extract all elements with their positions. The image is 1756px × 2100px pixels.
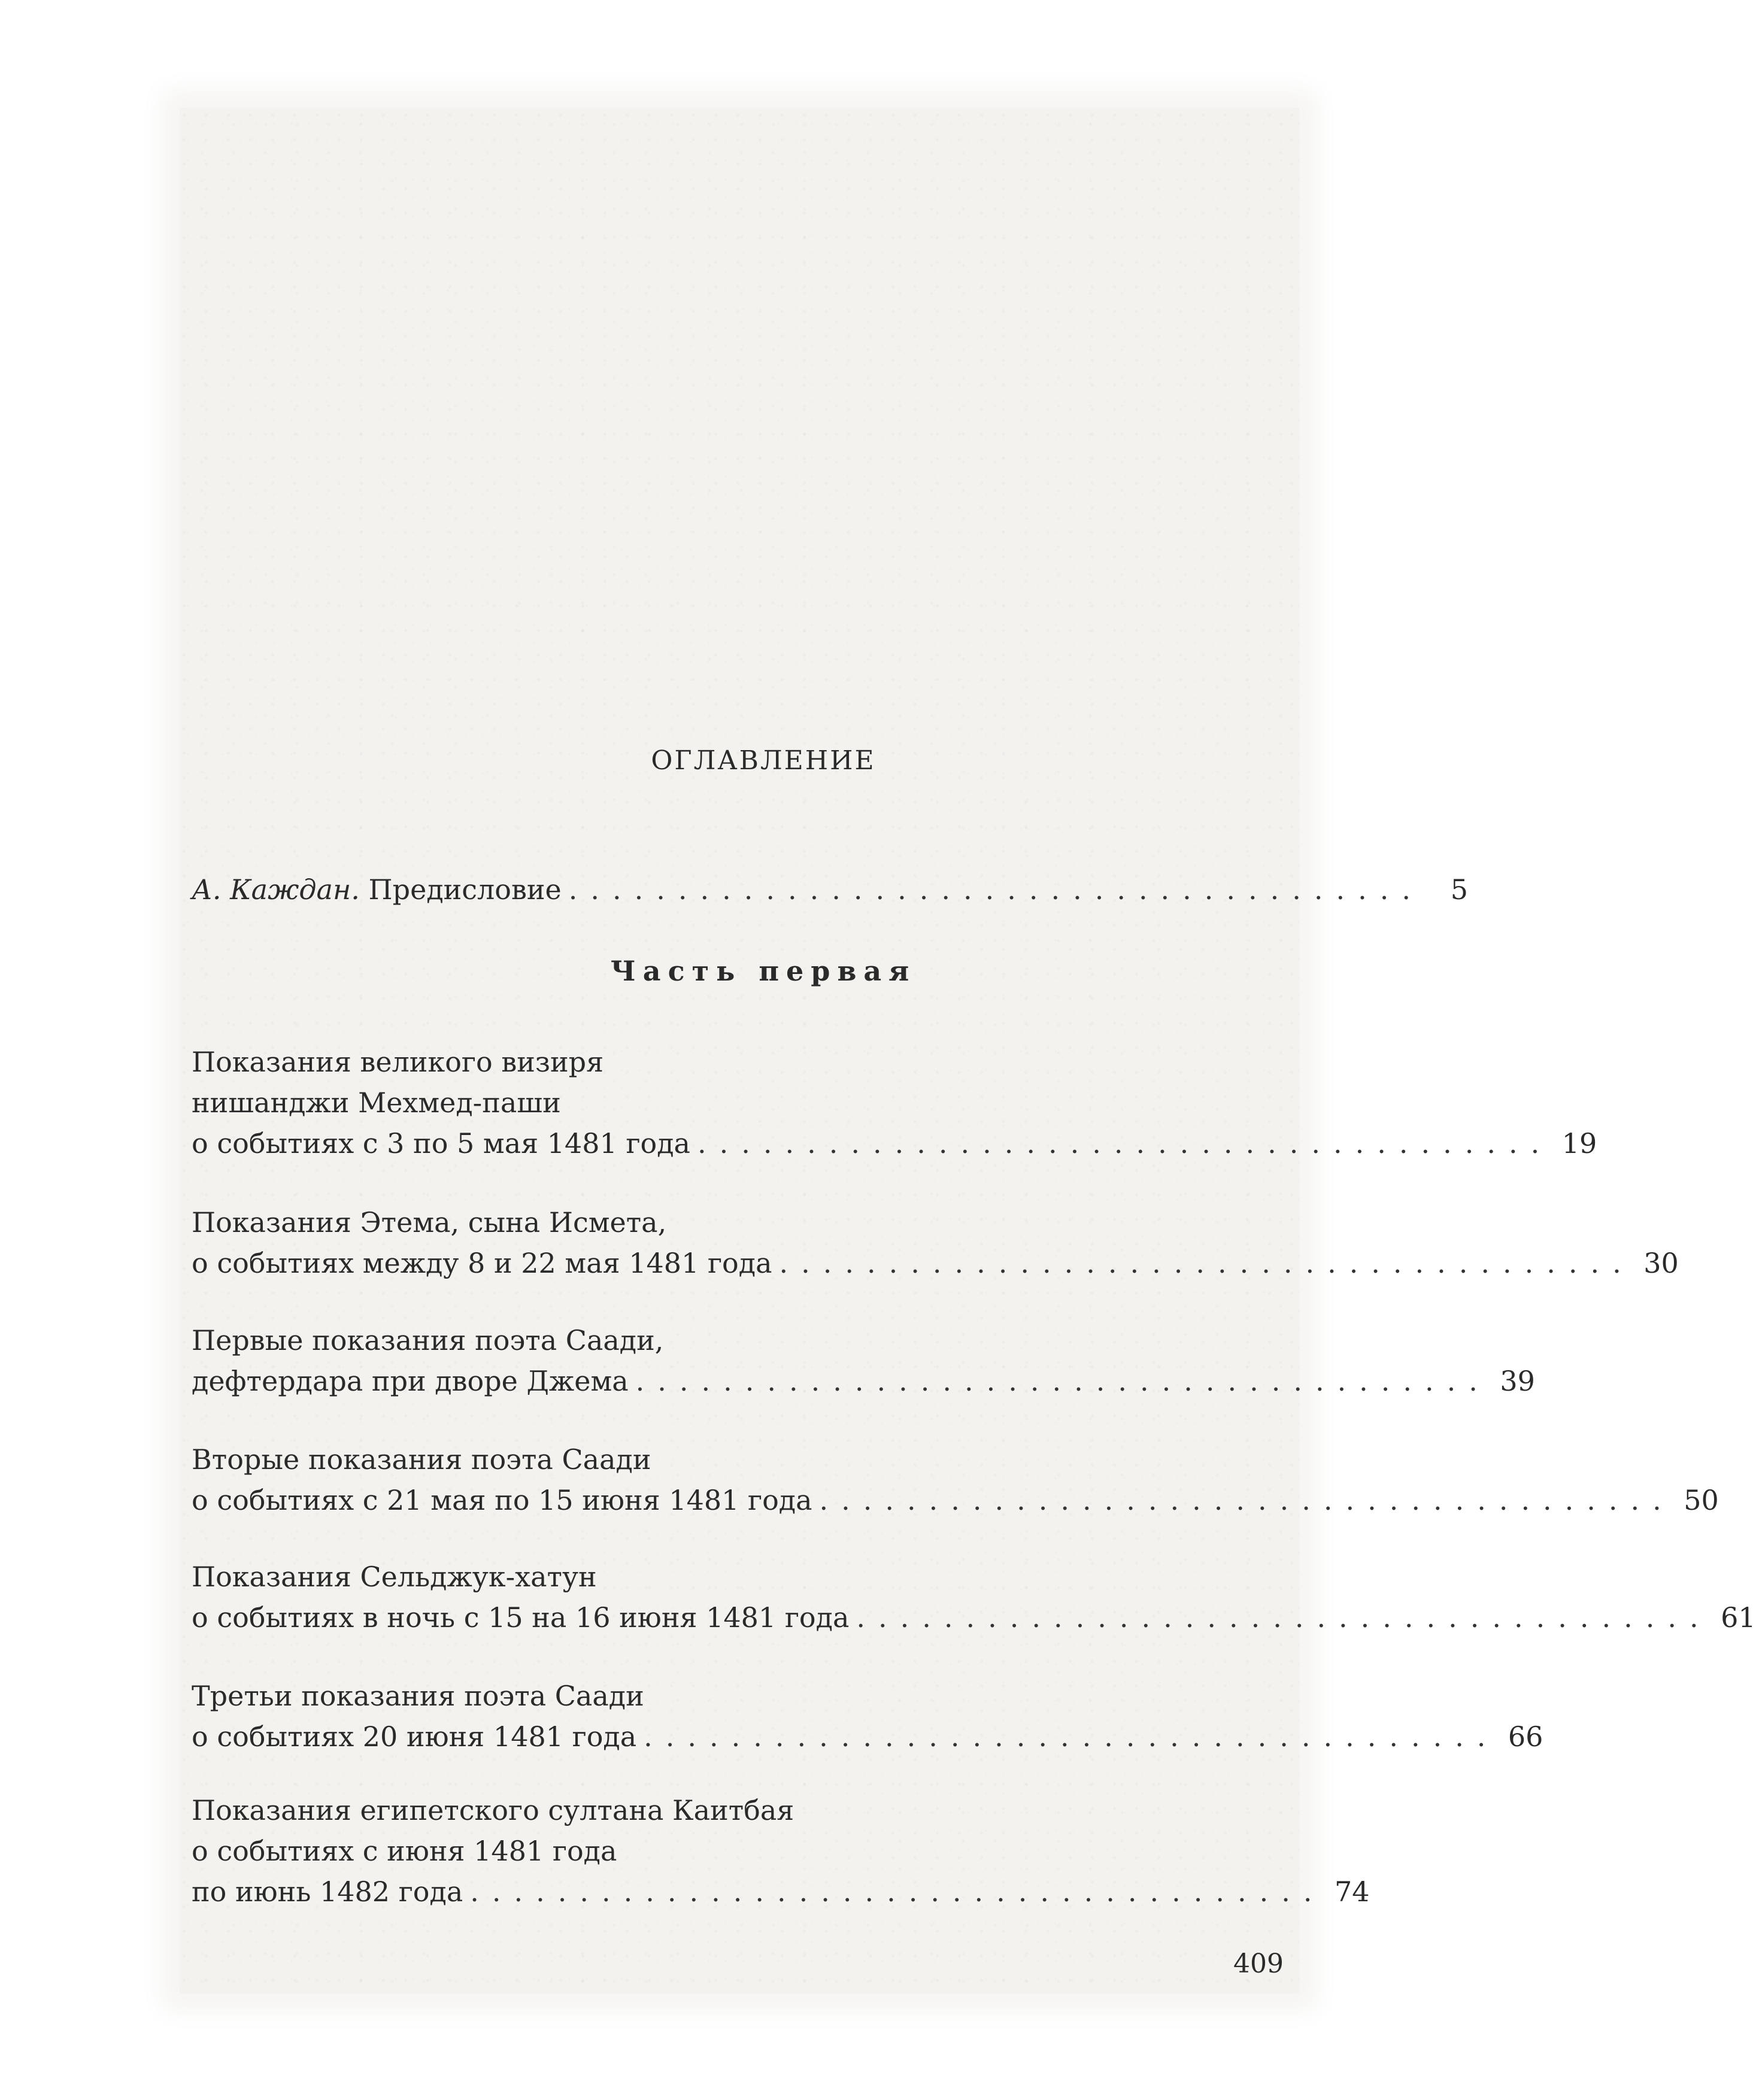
toc-entry	[192, 1320, 1535, 1401]
preface-author: А. Каждан.	[192, 873, 360, 906]
dot-leader: .......................................	[856, 1601, 1712, 1634]
page-number: 61	[1721, 1601, 1756, 1634]
toc-entry-text: о событиях с 21 мая по 15 июня 1481 года	[192, 1484, 812, 1516]
preface-title: Предисловие	[368, 873, 562, 906]
toc-entry-line	[192, 1480, 1719, 1521]
toc-entry-line: Показания Сельджук-хатун	[192, 1561, 597, 1593]
toc-entry-line: Вторые показания поэта Саади	[192, 1443, 651, 1476]
toc-entry-text: о событиях между 8 и 22 мая 1481 года	[192, 1247, 772, 1279]
toc-entry-line: Показания египетского султана Каитбая	[192, 1794, 794, 1826]
dot-leader: .......................................	[779, 1247, 1634, 1279]
toc-entry	[192, 1042, 1597, 1164]
page-number: 30	[1643, 1247, 1679, 1279]
toc-entry-text: о событиях с 3 по 5 мая 1481 года	[192, 1127, 690, 1160]
toc-entry	[192, 1790, 1370, 1912]
dot-leader: .......................................	[697, 1127, 1553, 1160]
toc-entry-text: о событиях 20 июня 1481 года	[192, 1720, 637, 1753]
toc-entry-line: Первые показания поэта Саади,	[192, 1324, 664, 1356]
toc-entry	[192, 1676, 1543, 1757]
toc-entry-line: Третьи показания поэта Саади	[192, 1680, 644, 1712]
toc-entry-line	[192, 1361, 1535, 1401]
toc-entry-line	[192, 1716, 1543, 1757]
toc-entry-text: дефтердара при дворе Джема	[192, 1365, 629, 1397]
toc-entry-line	[192, 1123, 1597, 1164]
toc-entry-preface	[192, 869, 1469, 910]
dot-leader: .......................................	[819, 1484, 1675, 1516]
folio-page-number: 409	[1233, 1949, 1284, 1979]
page-number: 5	[1450, 873, 1469, 906]
toc-entry-line: Показания Этема, сына Исмета,	[192, 1206, 667, 1239]
dot-leader: .......................................	[635, 1365, 1491, 1397]
page-number: 50	[1684, 1484, 1719, 1516]
toc-entry-line	[192, 1871, 1370, 1912]
page-number: 66	[1508, 1720, 1543, 1753]
dot-leader: .......................................	[644, 1720, 1499, 1753]
toc-entry	[192, 1439, 1719, 1521]
toc-entry-line	[192, 869, 1469, 910]
toc-entry-line	[192, 1243, 1679, 1283]
toc-entry-line: нишанджи Мехмед-паши	[192, 1087, 561, 1119]
page-number: 74	[1334, 1876, 1370, 1908]
dot-leader: .......................................	[470, 1876, 1326, 1908]
toc-heading: ОГЛАВЛЕНИЕ	[651, 745, 876, 776]
toc-entry	[192, 1202, 1679, 1283]
toc-entry-line	[192, 1597, 1756, 1638]
toc-entry	[192, 1556, 1756, 1638]
part-heading: Часть первая	[610, 955, 917, 987]
dot-leader: .......................................	[568, 873, 1424, 906]
page-number: 19	[1561, 1127, 1597, 1160]
toc-entry-line: Показания великого визиря	[192, 1046, 604, 1078]
toc-entry-text: по июнь 1482 года	[192, 1876, 463, 1908]
toc-entry-line: о событиях с июня 1481 года	[192, 1835, 617, 1867]
page-number: 39	[1500, 1365, 1535, 1397]
toc-entry-text: о событиях в ночь с 15 на 16 июня 1481 года	[192, 1601, 850, 1634]
